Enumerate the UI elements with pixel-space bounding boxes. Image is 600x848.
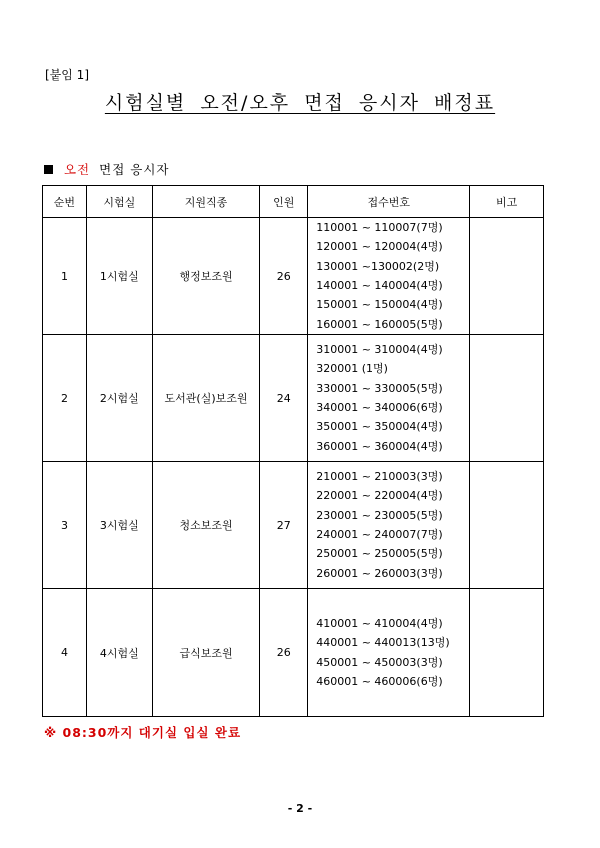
application-number-range: 310001 ~ 310004(4명) — [316, 343, 443, 357]
application-number-range: 150001 ~ 150004(4명) — [316, 298, 443, 312]
application-number-range: 440001 ~ 440013(13명) — [316, 636, 450, 650]
cell-application-numbers — [308, 589, 470, 717]
cell-application-numbers — [308, 462, 470, 589]
application-number-range: 450001 ~ 450003(3명) — [316, 655, 443, 669]
application-number-range: 350001 ~ 350004(4명) — [316, 420, 443, 434]
cell-count: 24 — [260, 335, 308, 462]
cell-no: 2 — [43, 335, 87, 462]
application-number-range: 240001 ~ 240007(7명) — [316, 528, 443, 541]
application-number-range: 210001 ~ 210003(3명) — [316, 470, 443, 484]
cell-count: 27 — [260, 462, 308, 589]
header-application-numbers: 접수번호 — [308, 186, 470, 218]
application-number-range: 460001 ~ 460006(6명) — [316, 674, 443, 688]
table-body — [43, 218, 544, 717]
application-number-range: 250001 ~ 250005(5명) — [316, 547, 443, 561]
application-number-range: 130001 ~130002(2명) — [316, 259, 440, 273]
cell-room: 1시험실 — [86, 218, 152, 335]
application-number-range: 320001 (1명) — [316, 362, 388, 376]
application-number-range: 220001 ~ 220004(4명) — [316, 489, 443, 503]
section-heading-text: 면접 응시자 — [99, 162, 170, 177]
cell-count: 26 — [260, 589, 308, 717]
arrival-notice: ※ 08:30까지 대기실 입실 완료 — [44, 725, 242, 740]
application-number-range: 360001 ~ 360004(4명) — [316, 439, 443, 453]
section-heading — [44, 160, 169, 178]
header-job: 지원직종 — [152, 186, 260, 218]
table-row — [43, 335, 544, 462]
cell-remarks — [470, 462, 544, 589]
cell-job: 행정보조원 — [152, 218, 260, 335]
cell-no: 3 — [43, 462, 87, 589]
cell-no: 1 — [43, 218, 87, 335]
application-number-range: 340001 ~ 340006(6명) — [316, 401, 443, 414]
cell-application-numbers — [308, 218, 470, 335]
document-title-text: 시험실별 오전/오후 면접 응시자 배정표 — [104, 92, 496, 114]
square-bullet-icon — [44, 165, 53, 174]
cell-application-numbers — [308, 335, 470, 462]
cell-room: 3시험실 — [86, 462, 152, 589]
cell-job: 급식보조원 — [152, 589, 260, 717]
application-number-range: 330001 ~ 330005(5명) — [316, 381, 443, 395]
document-title — [0, 88, 600, 115]
schedule-table — [42, 185, 544, 717]
cell-job: 도서관(실)보조원 — [152, 335, 260, 462]
cell-remarks — [470, 589, 544, 717]
page-number: - 2 - — [287, 802, 313, 815]
cell-room: 4시험실 — [86, 589, 152, 717]
cell-remarks — [470, 218, 544, 335]
table-row — [43, 218, 544, 335]
cell-job: 청소보조원 — [152, 462, 260, 589]
table-row — [43, 589, 544, 717]
cell-no: 4 — [43, 589, 87, 717]
header-count: 인원 — [260, 186, 308, 218]
header-no: 순번 — [43, 186, 87, 218]
attachment-label: [붙임 1] — [45, 68, 89, 82]
application-number-range: 230001 ~ 230005(5명) — [316, 508, 443, 522]
table-row — [43, 462, 544, 589]
application-number-range: 110001 ~ 110007(7명) — [316, 221, 443, 235]
header-remarks: 비고 — [470, 186, 544, 218]
header-room: 시험실 — [86, 186, 152, 218]
table-header-row — [43, 186, 544, 218]
application-number-range: 260001 ~ 260003(3명) — [316, 566, 443, 580]
application-number-range: 140001 ~ 140004(4명) — [316, 279, 443, 292]
application-number-range: 410001 ~ 410004(4명) — [316, 616, 443, 630]
cell-count: 26 — [260, 218, 308, 335]
section-heading-highlight: 오전 — [63, 162, 91, 177]
cell-room: 2시험실 — [86, 335, 152, 462]
cell-remarks — [470, 335, 544, 462]
application-number-range: 120001 ~ 120004(4명) — [316, 240, 443, 254]
application-number-range: 160001 ~ 160005(5명) — [316, 317, 443, 331]
